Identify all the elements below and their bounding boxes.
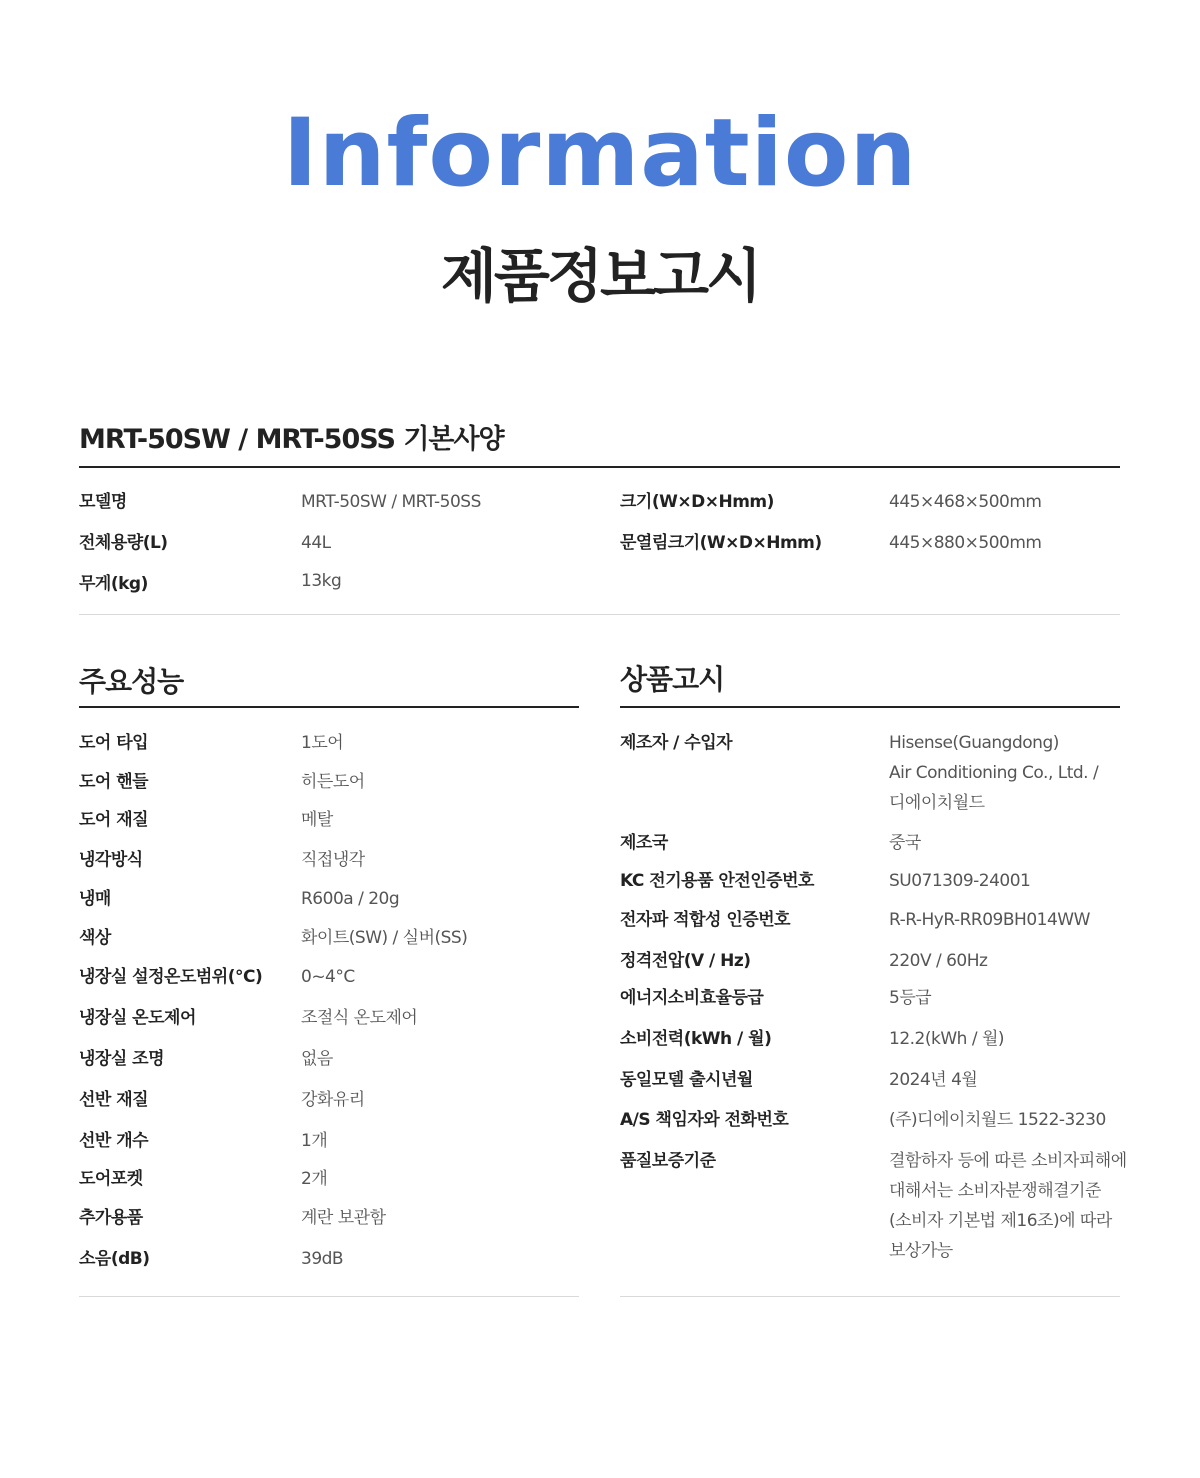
notice-row-value-line: SU071309-24001 <box>889 871 1031 891</box>
notice-row-label: 제조국 <box>620 833 668 853</box>
notice-row-value-line: R-R-HyR-RR09BH014WW <box>889 910 1090 930</box>
notice-row-value-line: 보상가능 <box>889 1241 953 1261</box>
notice-row-value-line: 2024년 4월 <box>889 1070 978 1090</box>
notice-divider <box>620 706 1120 708</box>
performance-row-value: 히든도어 <box>301 772 365 792</box>
notice-heading: 상품고시 <box>620 663 725 696</box>
performance-divider <box>79 706 579 708</box>
hero-subtitle: 제품정보고시 <box>440 242 760 310</box>
performance-heading: 주요성능 <box>79 665 184 698</box>
performance-row-label: 선반 재질 <box>79 1090 149 1110</box>
spec-label-capacity: 전체용량(L) <box>79 533 168 553</box>
notice-row-value-line: Air Conditioning Co., Ltd. / <box>889 763 1099 783</box>
hero-title: Information <box>282 99 918 208</box>
performance-row-value: 1개 <box>301 1131 328 1151</box>
notice-row-label: 동일모델 출시년월 <box>620 1070 753 1090</box>
notice-row-label: 제조자 / 수입자 <box>620 733 733 753</box>
spec-value-weight: 13kg <box>301 571 342 591</box>
spec-label-weight: 무게(kg) <box>79 574 148 594</box>
performance-row-value: R600a / 20g <box>301 889 400 909</box>
performance-row-label: 도어 핸들 <box>79 772 149 792</box>
notice-row-value-line: 12.2(kWh / 월) <box>889 1029 1005 1049</box>
spec-label-open-size: 문열림크기(W×D×Hmm) <box>620 533 822 553</box>
performance-row-label: 소음(dB) <box>79 1249 150 1269</box>
notice-row-label: 소비전력(kWh / 월) <box>620 1029 772 1049</box>
notice-row-label: 에너지소비효율등급 <box>620 988 764 1008</box>
basic-spec-divider <box>79 466 1120 468</box>
performance-row-value: 강화유리 <box>301 1090 365 1110</box>
notice-row-value-line: (소비자 기본법 제16조)에 따라 <box>889 1211 1112 1231</box>
notice-row-label: 전자파 적합성 인증번호 <box>620 910 791 930</box>
performance-row-label: 냉장실 온도제어 <box>79 1008 196 1028</box>
performance-row-value: 화이트(SW) / 실버(SS) <box>301 928 468 948</box>
performance-row-value: 직접냉각 <box>301 850 365 870</box>
performance-row-value: 0~4°C <box>301 967 355 987</box>
notice-row-value-line: 5등급 <box>889 988 932 1008</box>
performance-row-value: 조절식 온도제어 <box>301 1008 418 1028</box>
notice-row-label: A/S 책임자와 전화번호 <box>620 1110 789 1130</box>
performance-row-value: 1도어 <box>301 733 344 753</box>
notice-bottom-divider <box>620 1296 1120 1297</box>
spec-value-capacity: 44L <box>301 533 331 553</box>
performance-row-label: 냉장실 설정온도범위(°C) <box>79 967 263 987</box>
notice-row-value-line: 디에이치월드 <box>889 793 985 813</box>
notice-row-value-line: 대해서는 소비자분쟁해결기준 <box>889 1181 1101 1201</box>
notice-row-value-line: 결함하자 등에 따른 소비자피해에 <box>889 1151 1127 1171</box>
spec-value-model: MRT-50SW / MRT-50SS <box>301 492 481 512</box>
spec-label-model: 모델명 <box>79 492 127 512</box>
basic-spec-bottom-divider <box>79 614 1120 615</box>
performance-row-label: 냉매 <box>79 889 111 909</box>
performance-bottom-divider <box>79 1296 579 1297</box>
notice-row-label: 정격전압(V / Hz) <box>620 951 751 971</box>
performance-row-label: 도어 타입 <box>79 733 149 753</box>
performance-row-label: 도어 재질 <box>79 810 149 830</box>
notice-row-value-line: 중국 <box>889 833 921 853</box>
spec-value-open-size: 445×880×500mm <box>889 533 1042 553</box>
notice-row-label: KC 전기용품 안전인증번호 <box>620 871 814 891</box>
performance-row-label: 냉장실 조명 <box>79 1049 165 1069</box>
notice-row-label: 품질보증기준 <box>620 1151 716 1171</box>
notice-row-value-line: Hisense(Guangdong) <box>889 733 1059 753</box>
performance-row-label: 색상 <box>79 928 111 948</box>
performance-row-label: 추가용품 <box>79 1208 143 1228</box>
performance-row-label: 냉각방식 <box>79 850 143 870</box>
notice-row-value-line: (주)디에이치월드 1522-3230 <box>889 1110 1106 1130</box>
notice-row-value-line: 220V / 60Hz <box>889 951 988 971</box>
performance-row-value: 39dB <box>301 1249 344 1269</box>
performance-row-value: 2개 <box>301 1169 328 1189</box>
spec-value-size: 445×468×500mm <box>889 492 1042 512</box>
performance-row-label: 도어포켓 <box>79 1169 143 1189</box>
performance-row-value: 없음 <box>301 1049 333 1069</box>
basic-spec-heading: MRT-50SW / MRT-50SS 기본사양 <box>79 424 504 455</box>
spec-label-size: 크기(W×D×Hmm) <box>620 492 774 512</box>
performance-row-value: 계란 보관함 <box>301 1208 386 1228</box>
performance-row-label: 선반 개수 <box>79 1131 149 1151</box>
performance-row-value: 메탈 <box>301 810 333 830</box>
